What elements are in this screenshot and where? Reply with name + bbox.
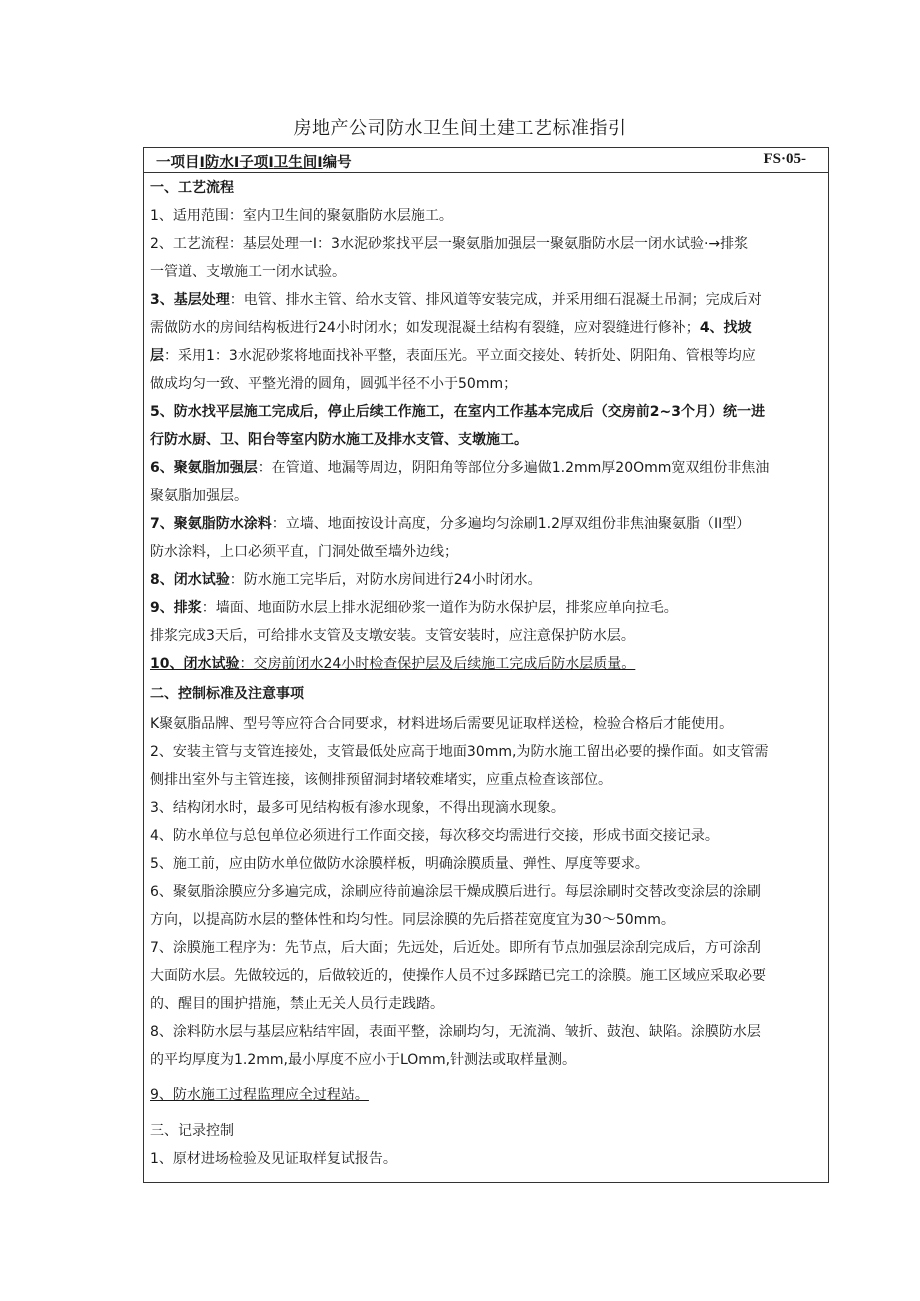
text-line [150,798,565,818]
text-line [150,318,752,338]
line-text: ：防水施工完毕后，对防水房间进行24小时闭水。 [229,572,542,588]
text-line [150,598,678,618]
line-text: 的、醒目的围护措施，禁止无关人员行走践踏。 [150,996,444,1012]
line-text: 7、涂膜施工程序为：先节点，后大面；先远处，后近处。即所有节点加强层涂刮完成后，方可涂刮 [150,940,761,956]
text-line [150,402,765,422]
line-text: 4、防水单位与总包单位必须进行工作面交接，每次移交均需进行交接，形成书面交接记录。 [150,828,719,844]
text-line [150,1022,761,1042]
line-text: 的平均厚度为1.2mm,最小厚度不应小于LOmm,针测法或取样量测。 [150,1052,577,1068]
code-label: 编号 [322,155,352,171]
text-line [150,714,733,734]
text-line [150,994,444,1014]
bold-lead: 10、闭水试验 [150,656,240,672]
line-text: ：在管道、地漏等周边，阴阳角等部位分多遍做1.2mm厚20Omm宽双组份非焦油 [257,460,770,476]
line-text: K聚氨脂品牌、型号等应符合合同要求，材料进场后需要见证取样送检，检验合格后才能使用。 [150,716,734,732]
text-line [150,1149,397,1169]
text-line [150,262,346,282]
text-line [150,1050,576,1070]
code-value: FS·05- [763,151,806,167]
project-prefix: 一项目 [156,155,200,171]
line-text: 1、原材进场检验及见证取样复试报告。 [150,1151,397,1167]
line-text: 行防水厨、卫、阳台等室内防水施工及排水支管、支墩施工。 [150,432,528,448]
text-line [150,542,458,562]
text-line [150,826,719,846]
separator: I [199,155,205,171]
line-text: 排浆完成3天后，可给排水支管及支墩安装。支管安装时，应注意保护防水层。 [150,628,635,644]
sub-item-value: 卫生间 [273,155,318,171]
line-text: 5、防水找平层施工完成后，停止后续工作施工，在室内工作基本完成后（交房前2~3个月）统一进 [150,404,765,420]
line-text: ：电管、排水主管、给水支管、排风道等安装完成，并采用细石混凝土吊洞；完成后对 [229,292,762,308]
line-text: ：采用1：3水泥砂浆将地面找补平整，表面压光。平立面交接处、转折处、阴阳角、管根等均应 [164,348,756,364]
text-line [150,684,304,704]
line-text: 一、工艺流程 [150,180,234,196]
text-line [150,1121,234,1141]
bold-lead: 层 [150,348,164,364]
text-line [150,910,675,930]
line-text: 方向，以提高防水层的整体性和均匀性。同层涂膜的先后搭茬宽度宜为30～50mm。 [150,912,675,928]
separator: I [233,155,240,171]
bold-tail: 4、找坡 [699,320,752,336]
line-text: 二、控制标准及注意事项 [150,686,304,702]
text-line [150,374,517,394]
line-text: 8、涂料防水层与基层应粘结牢固，表面平整，涂刷均匀，无流淌、皱折、鼓泡、缺陷。涂膜防水层 [150,1024,761,1040]
line-text: ：墙面、地面防水层上排水泥细砂浆一道作为防水保护层，排浆应单向拉毛。 [201,600,678,616]
text-line [150,570,542,590]
text-line [150,770,612,790]
standard-table [143,147,829,1183]
separator: I [268,155,274,171]
line-text: 9、防水施工过程监理应全过程站。 [150,1087,369,1103]
bold-lead: 8、闭水试验 [150,572,230,588]
text-line [150,938,761,958]
line-text: 1、适用范围：室内卫生间的聚氨脂防水层施工。 [150,208,453,224]
text-line [150,234,748,254]
text-line [150,458,769,478]
bold-lead: 6、聚氨脂加强层 [150,460,258,476]
text-line [150,742,768,762]
text-line [150,430,528,450]
text-line [150,1085,369,1105]
line-text: ：立墙、地面按设计高度，分多遍均匀涂刷1.2厚双组份非焦油聚氨脂（II型） [271,516,751,532]
separator: I [317,155,323,171]
bold-lead: 7、聚氨脂防水涂料 [150,516,272,532]
text-line [150,966,766,986]
line-text: 做成均匀一致、平整光滑的圆角，圆弧半径不小于50mm； [150,376,518,392]
line-text: 2、安装主管与支管连接处，支管最低处应高于地面30mm,为防水施工留出必要的操作面。如支管需 [150,744,769,760]
line-text: 三、记录控制 [150,1123,234,1139]
line-text: 2、工艺流程：基层处理一I：3水泥砂浆找平层一聚氨脂加强层一聚氨脂防水层一闭水试验·→排浆 [150,236,749,252]
text-line [150,854,649,874]
project-info-underlined [200,155,323,171]
line-text: 6、聚氨脂涂膜应分多遍完成，涂刷应待前遍涂层干燥成膜后进行。每层涂刷时交替改变涂层的涂刷 [150,884,761,900]
line-text: 侧排出室外与主管连接，该侧排预留洞封堵较难堵实，应重点检查该部位。 [150,772,612,788]
bold-lead: 9、排浆 [150,600,202,616]
text-line [150,882,761,902]
line-text: 防水涂料，上口必须平直，门洞处做至墙外边线； [150,544,458,560]
text-line [150,514,750,534]
document-title: 房地产公司防水卫生间土建工艺标准指引 [293,118,627,139]
line-text: ：交房前闭水24小时检查保护层及后续施工完成后防水层质量。 [239,656,636,672]
line-text: 一管道、支墩施工一闭水试验。 [150,264,346,280]
text-line [150,290,762,310]
text-line [150,486,248,506]
line-text: 需做防水的房间结构板进行24小时闭水；如发现混凝土结构有裂缝，应对裂缝进行修补； [150,320,700,336]
text-line [150,178,234,198]
table-header-row [144,148,828,173]
line-text: 3、结构闭水时，最多可见结构板有渗水现象，不得出现滴水现象。 [150,800,565,816]
line-text: 大面防水层。先做较远的，后做较近的，使操作人员不过多踩踏已完工的涂膜。施工区域应采取必要 [150,968,766,984]
line-text: 聚氨脂加强层。 [150,488,248,504]
text-line [150,654,635,674]
project-value: 防水 [204,155,234,171]
bold-lead: 3、基层处理 [150,292,230,308]
sub-item-label: 子项 [239,155,269,171]
table-body [144,173,828,1182]
line-text: 5、施工前，应由防水单位做防水涂膜样板，明确涂膜质量、弹性、厚度等要求。 [150,856,649,872]
text-line [150,346,756,366]
text-line [150,206,453,226]
project-info [156,151,352,172]
text-line [150,626,635,646]
